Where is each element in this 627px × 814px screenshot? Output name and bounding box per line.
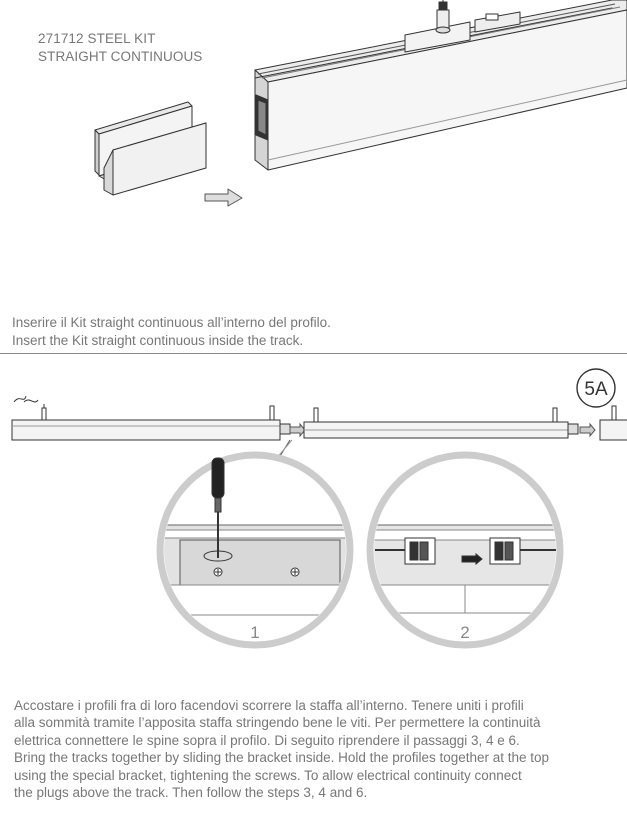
section-divider bbox=[0, 353, 627, 354]
step2-line: Bring the tracks together by sliding the bracket inside. Hold the profiles together at the top bbox=[14, 750, 550, 766]
step2-line: alla sommità tramite l’apposita staffa stringendo bene le viti. Per permettere la continuità bbox=[14, 715, 541, 731]
step1-italian: Inserire il Kit straight continuous all’interno del profilo. bbox=[12, 315, 331, 330]
step-badge-label: 5A bbox=[584, 379, 608, 400]
step2-instructions bbox=[14, 697, 624, 801]
kit-insertion-illustration bbox=[0, 0, 627, 300]
detail-label-1: 1 bbox=[250, 623, 260, 642]
tracks-join-illustration bbox=[0, 380, 627, 670]
step1-english: Insert the Kit straight continuous inside the track. bbox=[12, 332, 304, 348]
step2-line: elettrica connettere le spine sopra il profilo. Di seguito riprendere il passaggi 3, 4 e 6. bbox=[14, 732, 520, 748]
detail-label-2: 2 bbox=[460, 623, 470, 642]
kit-name: STRAIGHT CONTINUOUS bbox=[38, 49, 203, 64]
step2-line: Accostare i profili fra di loro facendovi scorrere la staffa all’interno. Tenere uniti i profili bbox=[14, 698, 524, 713]
step2-line: the plugs above the track. Then follow the steps 3, 4 and 6. bbox=[14, 785, 368, 801]
kit-code: 271712 STEEL KIT bbox=[38, 31, 156, 46]
step1-instructions bbox=[12, 314, 331, 349]
step2-line: using the special bracket, tightening the screws. To allow electrical continuity connect bbox=[14, 767, 522, 783]
